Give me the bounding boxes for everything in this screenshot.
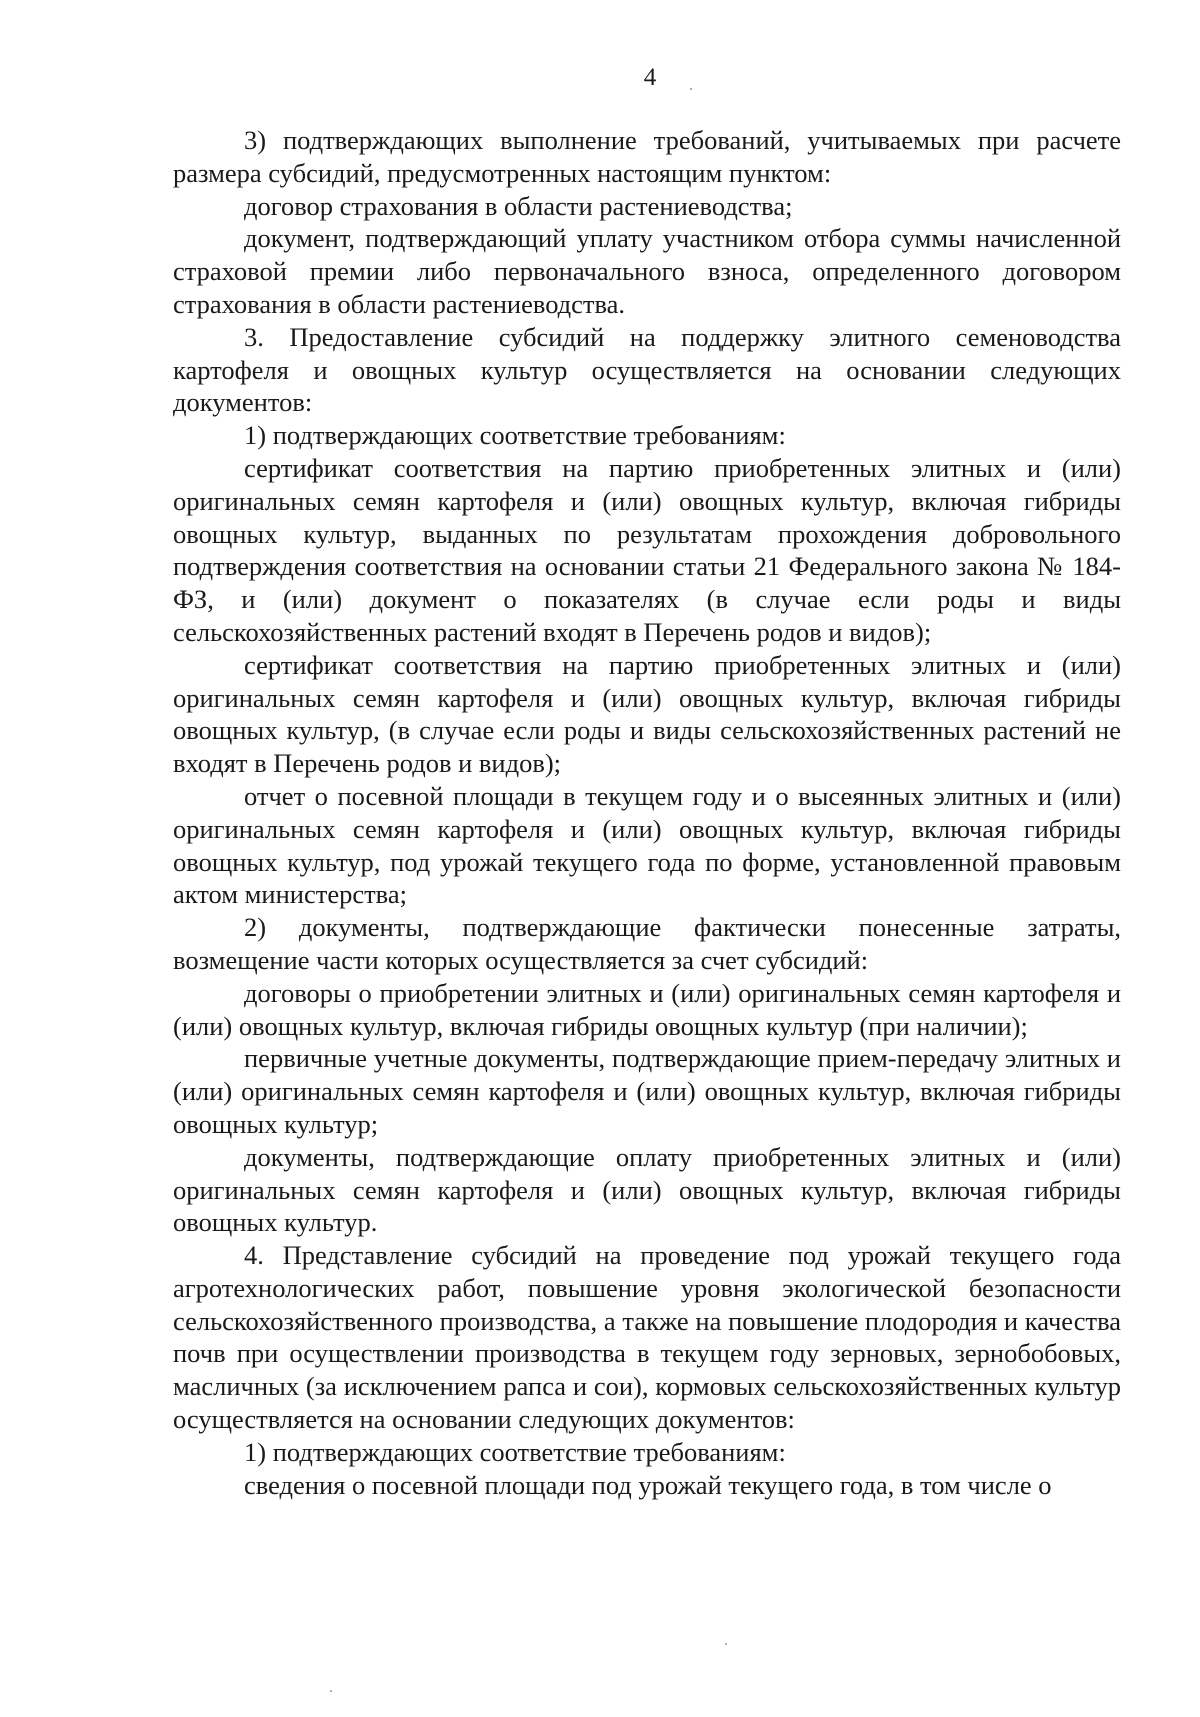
paragraph: 4. Представление субсидий на проведение под урожай текущего года агротехнологических работ, повышение уровня экологической безопасности сельскохозяйственного производства, а также на повышение плодородия и качества почв при осуществлении производства в текущем году зерновых, зернобобовых, масличных (за исключением рапса и сои), кормовых сельскохозяйственных культур осуществляется на основании следующих документов: [173, 1240, 1121, 1435]
scan-speck [690, 88, 692, 90]
paragraph: 1) подтверждающих соответствие требованиям: [244, 1436, 786, 1467]
paragraph: 1) подтверждающих соответствие требованиям: [244, 420, 786, 451]
paragraph: договор страхования в области растениеводства; [244, 190, 793, 221]
paragraph: сертификат соответствия на партию приобретенных элитных и (или) оригинальных семян картофеля и (или) овощных культур, включая гибриды овощных культур, (в случае если роды и виды сельскохозяйственных растений не входят в Перечень родов и видов); [173, 649, 1121, 779]
paragraph: договоры о приобретении элитных и (или) оригинальных семян картофеля и (или) овощных культур, включая гибриды овощных культур (при наличии); [173, 977, 1121, 1041]
page-number: 4 [643, 64, 657, 91]
paragraph: сертификат соответствия на партию приобретенных элитных и (или) оригинальных семян картофеля и (или) овощных культур, включая гибриды овощных культур, выданных по результатам прохождения добровольного подтверждения соответствия на основании статьи 21 Федерального закона № 184-ФЗ, и (или) документ о показателях (в случае если роды и виды сельскохозяйственных растений входят в Перечень родов и видов); [173, 452, 1121, 647]
document-body [173, 124, 1121, 1501]
paragraph: 3) подтверждающих выполнение требований, учитываемых при расчете размера субсидий, предусмотренных настоящим пунктом: [173, 125, 1121, 188]
paragraph: документ, подтверждающий уплату участником отбора суммы начисленной страховой премии либо первоначального взноса, определенного договором страхования в области растениеводства. [173, 223, 1121, 319]
paragraph: документы, подтверждающие оплату приобретенных элитных и (или) оригинальных семян картофеля и (или) овощных культур, включая гибриды овощных культур. [173, 1141, 1121, 1238]
paragraph: сведения о посевной площади под урожай текущего года, в том числе о [244, 1469, 1052, 1500]
scan-speck [725, 1643, 727, 1645]
paragraph: отчет о посевной площади в текущем году и о высеянных элитных и (или) оригинальных семян картофеля и (или) овощных культур, включая гибриды овощных культур, под урожай текущего года по форме, установленной правовым актом министерства; [173, 780, 1121, 910]
paragraph: 3. Предоставление субсидий на поддержку элитного семеноводства картофеля и овощных культур осуществляется на основании следующих документов: [173, 321, 1121, 418]
scan-speck [330, 1690, 332, 1692]
paragraph: первичные учетные документы, подтверждающие прием-передачу элитных и (или) оригинальных семян картофеля и (или) овощных культур, включая гибриды овощных культур; [173, 1043, 1121, 1139]
paragraph: 2) документы, подтверждающие фактически понесенные затраты, возмещение части которых осуществляется за счет субсидий: [173, 912, 1121, 975]
